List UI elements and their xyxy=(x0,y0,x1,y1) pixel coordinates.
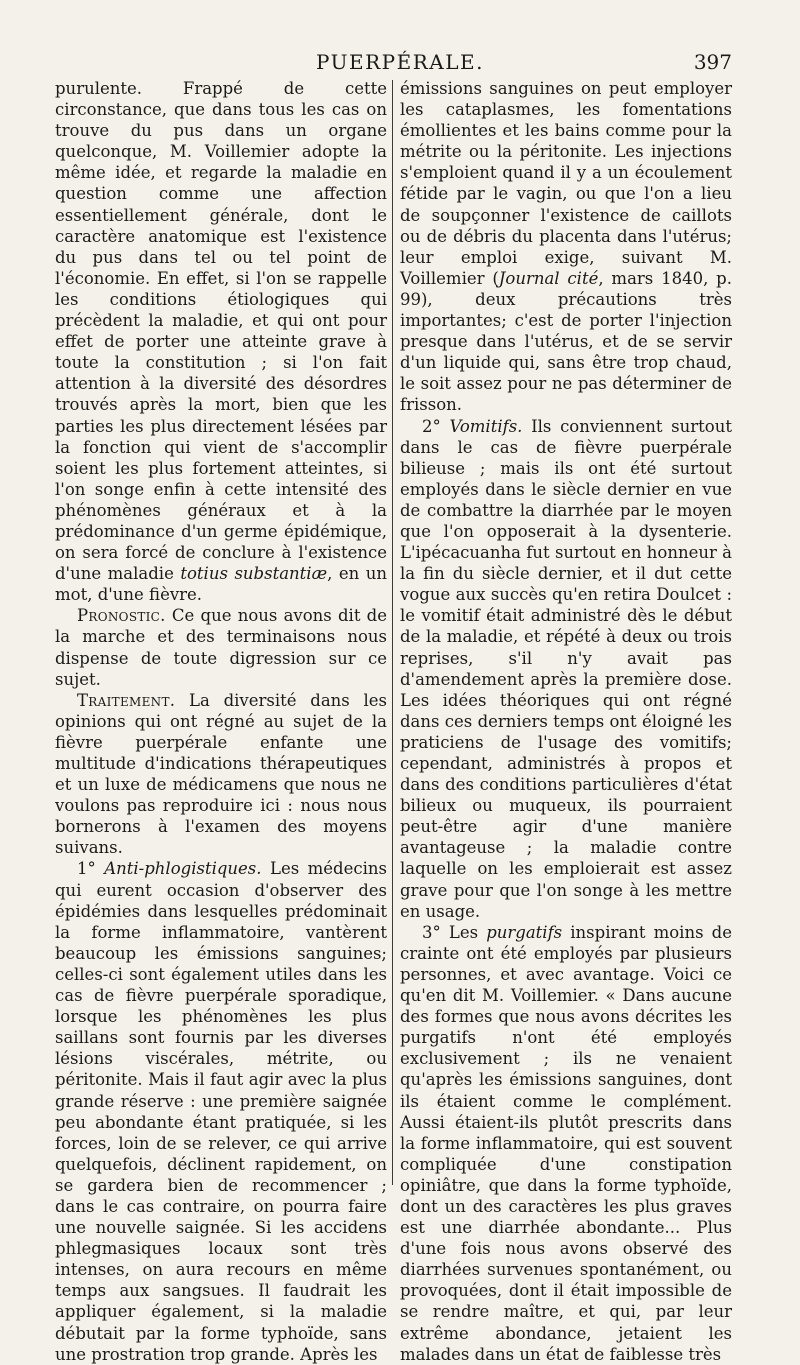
paragraph-text: Les médecins qui eurent occasion d'observer des épidémies dans lesquelles prédominait la forme inflammatoire, vantèrent beaucoup les émissions sanguines; celles-ci sont également utiles dans les cas de fièvre puerpérale sporadique, lorsque les phénomènes les plus saillans sont fournis par les diverses lésions viscérales, métrite, ou péritonite. Mais il faut agir avec la plus grande réserve : une première saignée peu abondante étant pratiquée, si les forces, loin de se relever, ce qui arrive quelquefois, déclinent rapidement, on se gardera bien de recommencer ; dans le cas contraire, on pourra faire une nouvelle saignée. Si les accidens phlegmasiques locaux sont très intenses, on aura recours en même temps aux sangsues. Il faudrait les appliquer également, si la maladie débutait par la forme typhoïde, sans une prostration trop grande. Après les xyxy=(55,859,387,1364)
paragraph-anti-phlogistiques xyxy=(55,858,387,1364)
paragraph-text: inspirant moins de crainte ont été employés par plusieurs personnes, et avec avantage. Voici ce qu'en dit M. Voillemier. « Dans aucune des formes que nous avons décrites les purgatifs n'ont été employés exclusivement ; ils ne venaient qu'après les émissions sanguines, dont ils étaient comme le complément. Aussi étaient-ils plutôt prescrits dans la forme inflammatoire, qui est souvent compliquée d'une constipation opiniâtre, que dans la forme typhoïde, dont un des caractères les plus graves est une diarrhée abondante... Plus d'une fois nous avons observé des diarrhées survenues spontanément, ou provoquées, dont il était impossible de se rendre maître, et qui, par leur extrême abondance, jetaient les malades dans un état de faiblesse très xyxy=(400,922,732,1364)
item-number: 3° xyxy=(422,922,441,942)
paragraph-vomitifs xyxy=(400,416,732,922)
paragraph-text: Ce que nous avons dit de la marche et des terminaisons nous dispense de toute digression sur ce sujet. xyxy=(55,606,387,689)
section-heading-pronostic: Pronostic. xyxy=(77,606,166,626)
paragraph-text: La diversité dans les opinions qui ont régné au sujet de la fièvre puerpérale enfante une multitude d'indications thérapeutiques et un luxe de médicamens que nous ne voulons pas reproduire ici : nous nous bornerons à l'examen des moyens suivans. xyxy=(55,690,387,858)
paragraph-text: , mars 1840, p. 99), deux précautions très importantes; c'est de porter l'injection presque dans l'utérus, et de se servir d'un liquide qui, sans être trop chaud, le soit assez pour ne pas déterminer de frisson. xyxy=(400,268,732,415)
section-heading-traitement: Traitement. xyxy=(77,690,176,710)
citation-title: Journal cité xyxy=(498,268,599,288)
paragraph-purgatifs xyxy=(400,922,732,1365)
right-column xyxy=(400,78,732,1364)
paragraph-text: émissions sanguines on peut employer les cataplasmes, les fomentations émollientes et les bains comme pour la métrite ou la péritonite. Les injections s'emploient quand il y a un écoulement fétide par le vagin, ou que l'on a lieu de soupçonner l'existence de caillots ou de débris du placenta dans l'utérus; leur emploi exige, suivant M. Voillemier ( xyxy=(400,79,732,288)
subheading-purgatifs: purgatifs xyxy=(486,922,563,942)
column-divider xyxy=(392,80,393,1185)
page-header xyxy=(0,48,800,76)
paragraph-pronostic xyxy=(55,605,387,689)
paragraph-emissions xyxy=(400,78,732,416)
running-title: PUERPÉRALE. xyxy=(316,50,484,74)
subheading-anti-phlogistiques: Anti-phlogistiques. xyxy=(104,859,262,879)
item-number: 1° xyxy=(77,859,96,879)
left-column xyxy=(55,78,387,1364)
paragraph-purulente xyxy=(55,78,387,605)
page-number: 397 xyxy=(693,50,732,74)
latin-phrase: totius substantiæ xyxy=(180,564,328,584)
paragraph-text: purulente. Frappé de cette circonstance, que dans tous les cas on trouve du pus dans un organe quelconque, M. Voillemier adopte la même idée, et regarde la maladie en question comme une affection essentiellement générale, dont le caractère anatomique est l'existence du pus dans tel ou tel point de l'économie. En effet, si l'on se rappelle les conditions étiologiques qui précèdent la maladie, et qui ont pour effet de porter une atteinte grave à toute la constitution ; si l'on fait attention à la diversité des désordres trouvés après la mort, bien que les parties les plus directement lésées par la fonction qui vient de s'accomplir soient les plus fortement atteintes, si l'on songe enfin à cette intensité des phénomènes généraux et à la prédominance d'un germe épidémique, on sera forcé de conclure à l'existence d'une maladie xyxy=(55,79,387,584)
subheading-vomitifs: Vomitifs. xyxy=(449,416,523,436)
paragraph-text: Ils conviennent surtout dans le cas de fièvre puerpérale bilieuse ; mais ils ont été surtout employés dans le siècle dernier en vue de combattre la diarrhée par le moyen que l'on opposerait à la dysenterie. L'ipécacuanha fut surtout en honneur à la fin du siècle dernier, et il dut cette vogue aux succès qu'en retira Doulcet : le vomitif était administré dès le début de la maladie, et répété à deux ou trois reprises, s'il n'y avait pas d'amendement après la première dose. Les idées théoriques qui ont régné dans ces derniers temps ont éloigné les praticiens de l'usage des vomitifs; cependant, administrés à propos et dans des conditions particulières d'état bilieux ou muqueux, ils pourraient peut-être agir d'une manière avantageuse ; la maladie contre laquelle on les emploierait est assez grave pour que l'on songe à les mettre en usage. xyxy=(400,416,732,921)
item-number: 2° xyxy=(422,416,441,436)
paragraph-traitement xyxy=(55,690,387,859)
paragraph-text: , en un mot, d'une fièvre. xyxy=(55,564,387,605)
paragraph-text: Les xyxy=(440,922,487,942)
